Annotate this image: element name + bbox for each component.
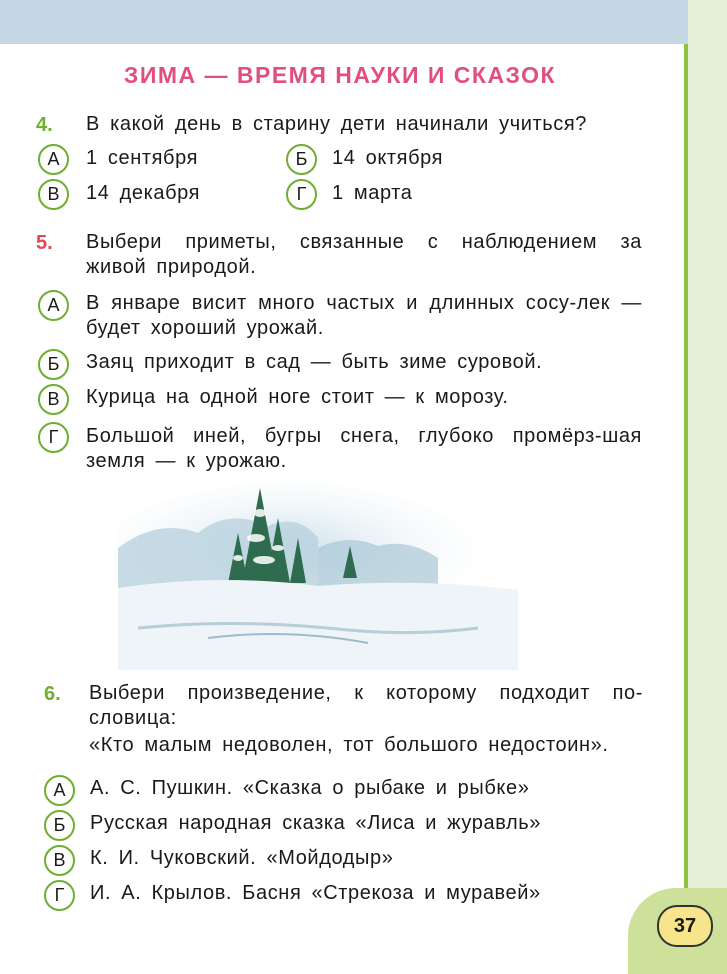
page-title: ЗИМА — ВРЕМЯ НАУКИ И СКАЗОК: [123, 62, 557, 88]
q5-option-b-text: Заяц приходит в сад — быть зиме суровой.: [86, 351, 543, 373]
q6-option-d-text: И. А. Крылов. Басня «Стрекоза и муравей»: [90, 882, 541, 904]
q5-option-c-circle[interactable]: В: [38, 384, 69, 415]
question-6-number: 6.: [44, 683, 61, 705]
q4-option-c-text: 14 декабря: [86, 182, 201, 204]
q5-option-c-text: Курица на одной ноге стоит — к морозу.: [86, 386, 509, 408]
winter-landscape-illustration: [118, 478, 518, 670]
q6-option-c-text: К. И. Чуковский. «Мойдодыр»: [90, 847, 394, 869]
q6-option-a-text: А. С. Пушкин. «Сказка о рыбаке и рыбке»: [90, 777, 530, 799]
right-margin-band: [688, 0, 727, 974]
q4-option-a-text: 1 сентября: [86, 147, 199, 169]
q6-option-b-text: Русская народная сказка «Лиса и журавль»: [90, 812, 541, 834]
top-color-band: [0, 0, 727, 44]
page-number: 37: [657, 905, 713, 947]
q4-option-d-text: 1 марта: [332, 182, 413, 204]
right-margin-line: [684, 44, 688, 904]
question-4-text: В какой день в старину дети начинали учиться?: [86, 113, 588, 135]
question-4-number: 4.: [36, 114, 53, 136]
q6-option-c-circle[interactable]: В: [44, 845, 75, 876]
q5-option-a-circle[interactable]: А: [38, 290, 69, 321]
q4-option-d-circle[interactable]: Г: [286, 179, 317, 210]
q4-option-c-circle[interactable]: В: [38, 179, 69, 210]
q5-option-d-text: Большой иней, бугры снега, глубоко промёрз-шая земля — к урожаю.: [86, 425, 642, 472]
q5-option-a-text: В январе висит много частых и длинных сосу-лек — будет хороший урожай.: [86, 292, 642, 339]
q5-option-d-circle[interactable]: Г: [38, 422, 69, 453]
q4-option-a-circle[interactable]: А: [38, 144, 69, 175]
q6-option-a-circle[interactable]: А: [44, 775, 75, 806]
question-5-text: Выбери приметы, связанные с наблюдением за живой природой.: [86, 231, 642, 278]
q4-option-b-text: 14 октября: [332, 147, 444, 169]
q6-option-d-circle[interactable]: Г: [44, 880, 75, 911]
q4-option-b-circle[interactable]: Б: [286, 144, 317, 175]
question-6-text: Выбери произведение, к которому подходит по-словица:: [89, 682, 643, 729]
question-5-number: 5.: [36, 232, 53, 254]
q5-option-b-circle[interactable]: Б: [38, 349, 69, 380]
question-6-proverb: «Кто малым недоволен, тот большого недостоин».: [89, 734, 609, 756]
q6-option-b-circle[interactable]: Б: [44, 810, 75, 841]
